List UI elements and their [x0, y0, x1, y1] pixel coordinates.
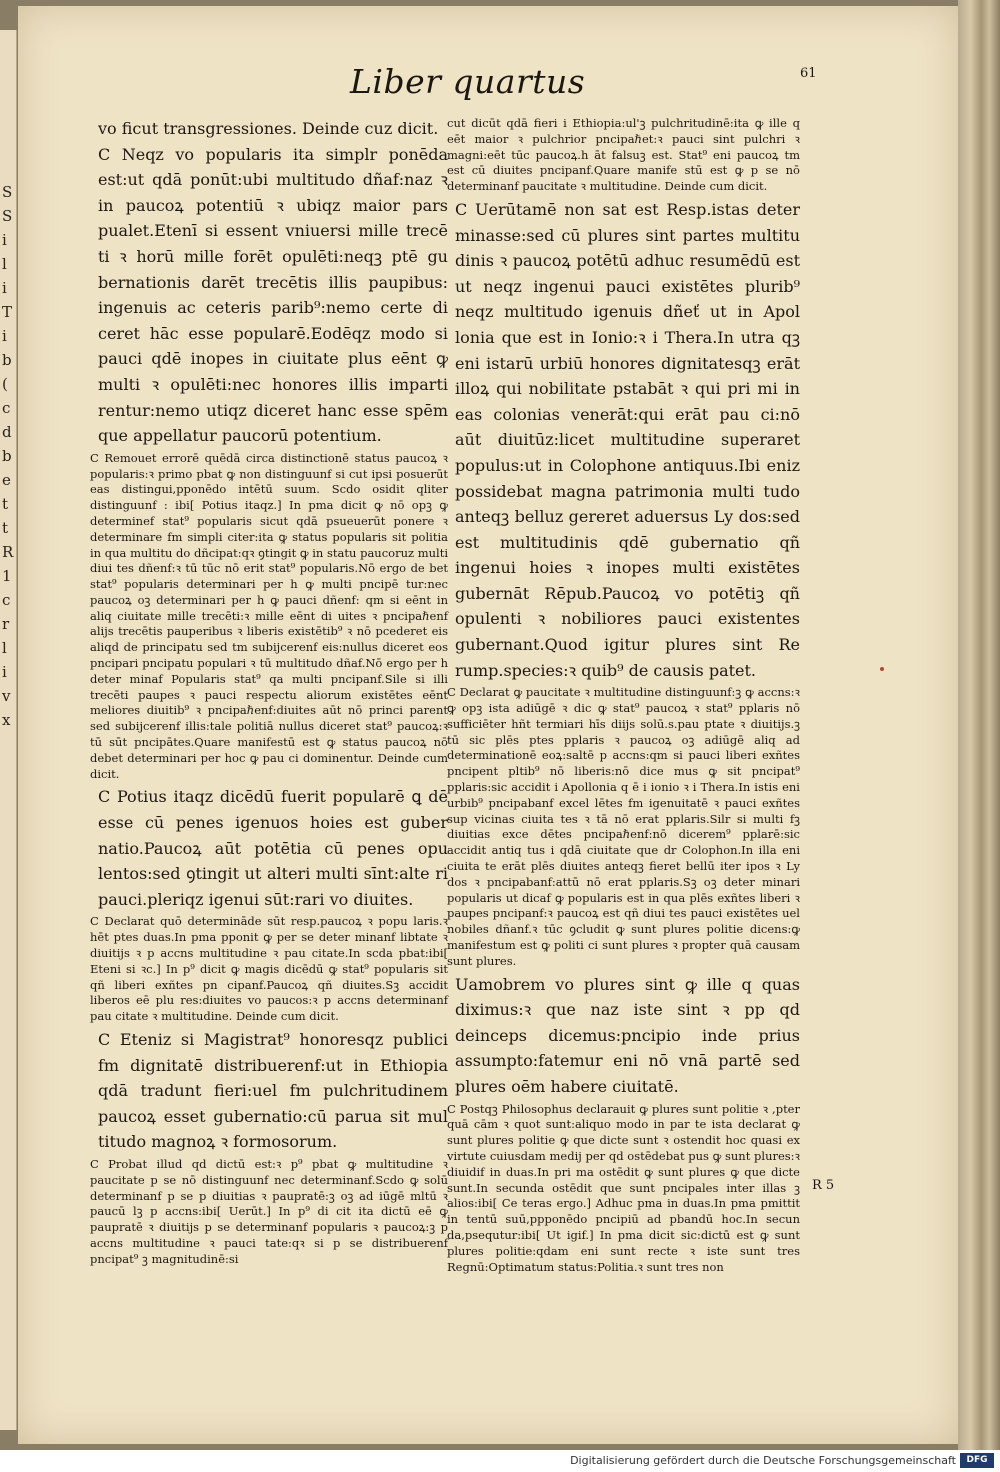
right-column	[447, 116, 800, 1275]
text-paragraph: C Potius itaqz dicēdū fuerit popularē ꝗ dē esse cū penes igenuos hoies est guber natio.Paucoꝝ aūt potētia cū penes opu lentos:sed ꝯtingit ut alteri multi sīnt:alte ri pauci.pleriqz igenui sūt:rari vo diuites.	[98, 787, 448, 909]
signature-mark: R 5	[812, 1178, 835, 1193]
edge-letter: t	[2, 495, 9, 513]
edge-letter: l	[2, 639, 7, 657]
left-page-edge	[0, 30, 17, 1430]
footer-bar	[0, 1450, 1000, 1472]
commentary-paragraph: cut dicūt qdā fieri i Ethiopia:ul'ꝫ pulchritudinē:ita ꝙ ille q eēt maior ꝛ pulchrior pncipaℏet:ꝛ pauci sint pulchri ꝛ magni:eēt tūc paucoꝝ.h āt falsuꝫ est. Stat⁹ eni paucoꝝ tm est cū diuites pncipanf.Quare manife stū est ꝙ p se nō determinanf paucitate ꝛ multitudine. Deinde cum dicit.	[447, 116, 800, 194]
text-paragraph: Uamobrem vo plures sint ꝙ ille q quas diximus:ꝛ que naz iste sint ꝛ pp qd deinceps dicemus:pncipio inde prius assumpto:fatemur eni nō vnā partē sed plures oēm habere ciuitatē.	[455, 974, 800, 1096]
text-paragraph: C Eteniz si Magistrat⁹ honoresqz publici fm dignitatē distribuerenf:ut in Ethiopia qdā tradunt fieri:uel fm pulchritudinem paucoꝝ esset gubernatio:cū parua sit mul titudo magnoꝝ ꝛ formosorum.	[98, 1030, 448, 1152]
edge-letter: i	[2, 327, 7, 345]
commentary-paragraph: C Postqꝫ Philosophus declarauit ꝙ plures sunt politie ꝛ ,pter quā cām ꝛ quot sunt:aliquo modo in par te ista declarat ꝙ sunt plures politie ꝙ que dicte sunt ꝛ ostendit hoc quasi ex virtute cuiusdam medij per qd ostēdebat pus ꝙ sunt plures:ꝛ diuidif in duas.In pri ma ostēdit ꝙ sunt plures ꝙ que dicte sunt.In secunda ostēdit que sunt pncipales inter illas ꝫ alios:ibi[ Ce teras ergo.] Adhuc pma in duas.In pma pmittit in tentū suū,ppponēdo pncipiū ad pbandū hoc.In secun da,psequtur:ibi[ Ut igif.] In pma dicit sic:dictū est ꝙ sunt plures politie:qdam eni sunt recte ꝛ iste sunt tres Regnū:Optimatum status:Politia.ꝛ sunt tres non	[447, 1101, 800, 1274]
edge-letter: c	[2, 399, 11, 417]
edge-letter: S	[2, 183, 13, 201]
commentary-paragraph: C Remouet errorē quēdā circa distinctionē status paucoꝝ ꝛ popularis:ꝛ primo pbat ꝙ non distinguunf si cut ipsi posuerūt eas distingui,pponēdo intētū suum. Scdo osidit qliter distinguunf : ibi[ Potius itaqz.] In pma dicit ꝙ nō opꝫ ꝙ determinef stat⁹ popularis sicut qdā psueuerūt ponere ꝛ determinare fm simpli citer:ita ꝙ status popularis sit politia in qua multitu do dñcipat:qꝛ ꝯtingit ꝙ in statu paucoruz multi diui tes dñenf:ꝛ tū tūc nō erit stat⁹ popularis.Nō ergo de bet stat⁹ popularis determinari per h ꝙ multi pncipē tur:nec paucoꝝ oꝫ determinari per h ꝙ pauci dñenf: qm si eēnt in aliq ciuitate mille trecēti:ꝛ mille eēnt di uites ꝛ pncipaℏenf alijs trecētis pauperibus ꝛ liberis existētib⁹ ꝛ nō pcederet eis aliqd de principatu sed tm subijcerenf eis:nullus diceret eos pncipari pncipatu populari ꝛ tū multitudo dñaf.Nō ergo per h deter minaf Popularis stat⁹ qa multi pncipanf.Sile si illi trecēti paupes ꝛ pauci respectu aliorum existētes eēnt meliores diuitib⁹ ꝛ pncipaℏenf:diuites aūt nō princi parent sed subijcerenf illis:tale politiā nullus diceret stat⁹ paucoꝝ:ꝛ tū sūt pncipātes.Quare manifestū est ꝙ status paucoꝝ nō debet determinari per hoc ꝙ pau ci dominentur. Deinde cum dicit.	[90, 450, 448, 781]
edge-letter: c	[2, 591, 11, 609]
edge-letters	[2, 180, 16, 732]
edge-letter: 1	[2, 567, 12, 585]
dfg-logo: DFG	[960, 1453, 994, 1468]
edge-letter: l	[2, 255, 7, 273]
edge-letter: R	[2, 543, 14, 561]
edge-letter: (	[2, 375, 8, 393]
edge-letter: i	[2, 279, 7, 297]
commentary-paragraph: C Declarat ꝙ paucitate ꝛ multitudine distinguunf:ꝫ ꝙ accns:ꝛ ꝙ opꝫ ista adiūgē ꝛ dic ꝙ stat⁹ paucoꝝ ꝛ stat⁹ pplaris nō sufficiēter hñt termiari hīs diijs solū.s.pau ptate ꝛ diuitijs.ꝫ tū sic plēs ptes pplaris ꝛ paucoꝝ oꝫ adiūgē aliq ad determinationē eoꝝ:saltē p accns:qm si pauci liberi exñtes pncipent pltib⁹ nō liberis:nō dice mus ꝙ sit pncipat⁹ pplaris:sic accidit i Apollonia q ē i ionio ꝛ i Thera.In istis eni urbib⁹ pncipabanf excel lētes fm igenuitatē ꝛ pauci exñtes sup vicinas ciuita tes ꝛ tā nō erat pplaris.Silr si multi fꝫ diuitias exce dētes pncipaℏenf:nō dicerem⁹ pplarē:sic accidit antiq tus i qdā ciuitate que dr Colophon.In illa eni ciuita te erāt plēs diuites anteqꝫ fieret bellū iter ipos ꝛ Ly dos ꝛ pncipabanf:attū nō erat pplaris.Sꝫ oꝫ deter minari popularis ut dicaf ꝙ popularis est in qua plēs exñtes liberi ꝛ paupes pncipanf:ꝛ paucoꝝ est qñ diui tes pauci existētes uel nobiles dñanf.ꝛ tūc ꝯcludit ꝙ sunt plures politie dicens:ꝙ manifestum est ꝙ politi ci sunt plures ꝛ propter quā causam sunt plures.	[447, 685, 800, 968]
commentary-paragraph: C Probat illud qd dictū est:ꝛ p⁹ pbat ꝙ multitudine ꝛ paucitate p se nō distinguunf nec determinanf.Scdo ꝙ solū determinanf p se p diuitias ꝛ paupratē:ꝫ oꝫ ad iūgē mltū ꝛ paucū lꝫ p accns:ibi[ Uerūt.] In p⁹ di cit ita dictū eē ꝙ paupratē ꝛ diuitijs p se determinanf popularis ꝛ paucoꝝ:ꝫ p accns multitudine ꝛ pauci tate:qꝛ si p se distribuerenf pncipat⁹ ꝫ magnitudinē:si	[90, 1156, 448, 1266]
text-paragraph: C Uerūtamē non sat est Resp.istas deter minasse:sed cū plures sint partes multitu dinis ꝛ paucoꝝ potētū adhuc resumēdū est ut neqz ingenui pauci existētes plurib⁹ neqz multitudo igenuis dñeť ut in Apol lonia que est in Ionio:ꝛ i Thera.In utra qꝫ eni istarū urbiū honores dignitatesqꝫ erāt illoꝝ qui nobilitate pstabāt ꝛ qui pri mi in eas colonias venerāt:qui erāt pau ci:nō aūt diuitūz:licet multitudine superaret populus:ut in Colophone antiquus.Ibi eniz possidebat magna patrimonia multi tudo anteqꝫ belluz gereret aduersus Ly dos:sed est multitudinis qdē gubernatio qñ ingenui hoies ꝛ inopes multi existētes gubernāt Rēpub.Paucoꝝ vo potētiꝫ qñ opulenti ꝛ nobiliores pauci existentes gubernant.Quod igitur plures sint Re rump.species:ꝛ quib⁹ de causis patet.	[455, 199, 800, 680]
funding-note: Digitalisierung gefördert durch die Deutsche Forschungsgemeinschaft	[570, 1454, 956, 1467]
left-column	[90, 116, 448, 1268]
text-paragraph: C Neqz vo popularis ita simplr ponēda est:ut qdā ponūt:ubi multitudo dñaf:naz ꝛ in paucoꝝ potentiū ꝛ ubiqz maior pars pualet.Etenī si essent vniuersi mille trecē ti ꝛ horū mille forēt opulēti:neqꝫ ptē gu bernationis darēt trecētis illis paupibus: ingenuis ac ceteris parib⁹:nemo certe di ceret hāc esse popularē.Eodēqz modo si pauci qdē inopes in ciuitate plus eēnt ꝙ multi ꝛ opulēti:nec honores illis imparti rentur:nemo utiqz diceret hanc esse spēm que appellatur paucorū potentium.	[98, 144, 448, 446]
edge-letter: x	[2, 711, 11, 729]
folio-number: 61	[800, 66, 817, 81]
ink-stain	[880, 667, 884, 671]
page-stack-edge	[958, 0, 1000, 1450]
edge-letter: b	[2, 351, 12, 369]
edge-letter: b	[2, 447, 12, 465]
commentary-paragraph: C Declarat quō determināde sūt resp.paucoꝝ ꝛ popu laris.ꝛ hēt ptes duas.In pma pponit ꝙ per se deter minanf libtate ꝛ diuitijs ꝛ p accns multitudine ꝛ pau citate.In scda pbat:ibi[ Eteni si ꝛc.] In p⁹ dicit ꝙ magis dicēdū ꝙ stat⁹ popularis sit qñ liberi exñtes pn cipanf.Paucoꝝ qñ diuites.Sꝫ accidit liberos eē plu res:diuites vo paucos:ꝛ p accns determinanf pau citate ꝛ multitudine. Deinde cum dicit.	[90, 914, 448, 1024]
text-paragraph: vo ficut transgressiones. Deinde cuz dicit.	[98, 119, 439, 138]
edge-letter: S	[2, 207, 13, 225]
edge-letter: d	[2, 423, 12, 441]
edge-letter: t	[2, 519, 9, 537]
edge-letter: i	[2, 231, 7, 249]
edge-letter: e	[2, 471, 11, 489]
edge-letter: T	[2, 303, 13, 321]
running-title: Liber quartus	[350, 62, 586, 101]
edge-letter: r	[2, 615, 10, 633]
edge-letter: v	[2, 687, 11, 705]
edge-letter: i	[2, 663, 7, 681]
